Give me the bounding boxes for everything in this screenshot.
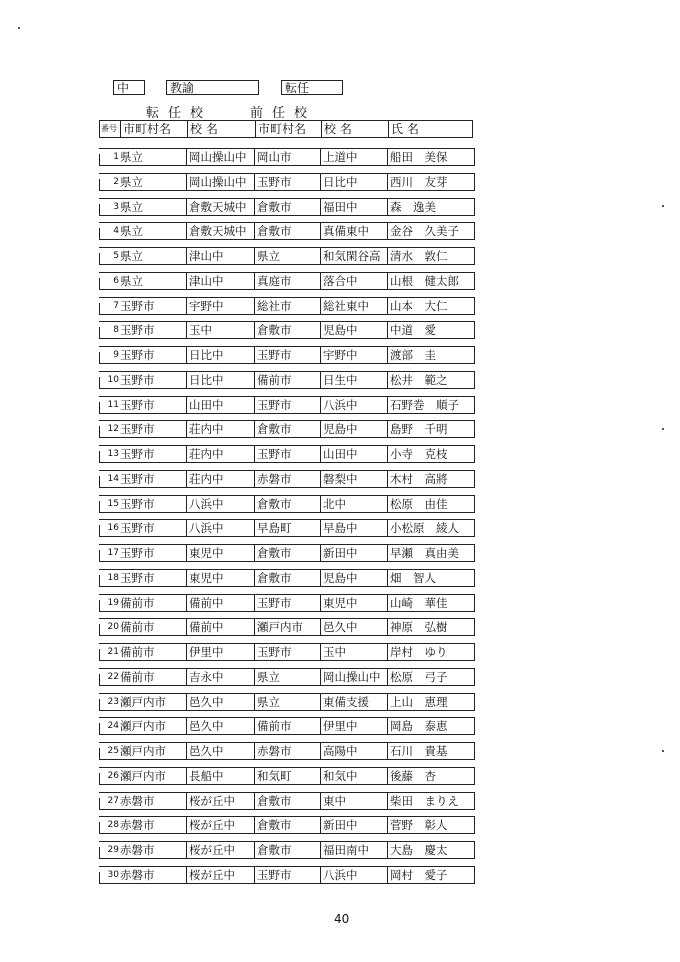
table-row — [99, 371, 475, 389]
cell-no: 25 — [107, 746, 119, 756]
cell-city: 玉野市 — [120, 521, 155, 536]
cell-name: 畑 智人 — [387, 570, 476, 587]
cell-name: 山本 大仁 — [387, 298, 476, 315]
cell-no: 2 — [113, 176, 119, 187]
cell-city: 瀬戸内市 — [120, 768, 166, 783]
cell-city: 備前市 — [120, 620, 155, 635]
cell-no: 12 — [107, 424, 119, 435]
cell-prev-city: 早島町 — [254, 520, 323, 537]
cell-city: 赤磐市 — [120, 843, 155, 857]
table-row — [99, 643, 475, 661]
cell-school: 荘内中 — [186, 471, 257, 488]
table-row — [99, 742, 475, 760]
table-row — [99, 792, 475, 810]
table-row — [99, 717, 475, 735]
cell-school: 東児中 — [186, 570, 257, 587]
header-no: 番号 — [101, 124, 117, 133]
cell-name: 松井 範之 — [387, 372, 476, 389]
cell-name: 柴田 まりえ — [387, 793, 476, 810]
cell-school: 東児中 — [186, 545, 257, 562]
cell-city: 玉野市 — [120, 323, 155, 338]
cell-city: 玉野市 — [120, 546, 155, 560]
cell-school: 日比中 — [186, 372, 257, 389]
cell-prev-city: 真庭市 — [254, 273, 323, 290]
cell-school: 倉敷天城中 — [186, 223, 257, 240]
cell-city: 県立 — [120, 224, 143, 239]
cell-city: 瀬戸内市 — [120, 694, 166, 709]
cell-name: 山根 健太郎 — [387, 273, 476, 290]
cell-city: 赤磐市 — [120, 793, 155, 808]
cell-prev-school: 北中 — [320, 496, 390, 513]
level-label: 中 — [113, 80, 145, 95]
cell-prev-school: 東児中 — [320, 595, 390, 612]
table-row — [99, 272, 475, 290]
cell-no: 18 — [107, 572, 119, 583]
cell-school: 桜が丘中 — [186, 793, 257, 810]
scan-speck — [18, 27, 20, 29]
cell-prev-school: 落合中 — [320, 273, 390, 290]
cell-city: 備前市 — [120, 669, 155, 684]
cell-no: 4 — [113, 226, 119, 237]
cell-school: 荘内中 — [186, 446, 257, 463]
cell-no: 15 — [107, 498, 119, 509]
cell-prev-school: 邑久中 — [320, 619, 390, 636]
cell-prev-city: 総社市 — [254, 298, 323, 315]
cell-no: 28 — [107, 820, 119, 831]
cell-city: 県立 — [120, 249, 143, 263]
page-number: 40 — [334, 912, 350, 926]
header-prev-school: 校 名 — [321, 121, 387, 137]
cell-school: 八浜中 — [186, 520, 257, 537]
cell-prev-city: 赤磐市 — [254, 471, 323, 488]
table-row — [99, 148, 475, 166]
cell-prev-city: 備前市 — [254, 372, 323, 389]
cell-no: 27 — [107, 795, 119, 806]
table-row — [99, 866, 475, 884]
cell-name: 木村 高將 — [387, 471, 476, 488]
cell-school: 津山中 — [186, 248, 257, 265]
cell-prev-city: 玉野市 — [254, 867, 323, 884]
table-row — [99, 470, 475, 488]
cell-prev-city: 岡山市 — [254, 149, 323, 166]
cell-city: 赤磐市 — [120, 818, 155, 833]
cell-city: 玉野市 — [120, 348, 155, 362]
cell-prev-school: 上道中 — [320, 149, 390, 166]
cell-prev-city: 瀬戸内市 — [254, 619, 323, 636]
cell-name: 石野巻 順子 — [387, 397, 476, 414]
cell-prev-school: 真備東中 — [320, 223, 390, 240]
cell-no: 5 — [113, 251, 119, 261]
cell-name: 清水 敦仁 — [387, 248, 476, 265]
cell-school: 倉敷天城中 — [186, 199, 257, 216]
cell-school: 津山中 — [186, 273, 257, 290]
cell-city: 玉野市 — [120, 471, 155, 486]
cell-prev-city: 倉敷市 — [254, 545, 323, 562]
table-row — [99, 569, 475, 587]
cell-prev-school: 和気閑谷高 — [320, 248, 390, 265]
cell-city: 備前市 — [120, 595, 155, 610]
cell-school: 八浜中 — [186, 496, 257, 513]
table-row — [99, 594, 475, 612]
cell-school: 備前中 — [186, 595, 257, 612]
cell-name: 岡島 泰恵 — [387, 718, 476, 735]
table-row — [99, 767, 475, 785]
cell-prev-city: 玉野市 — [254, 644, 323, 661]
cell-prev-school: 岡山操山中 — [320, 669, 390, 686]
cell-name: 島野 千明 — [387, 421, 476, 438]
cell-school: 岡山操山中 — [186, 174, 257, 191]
cell-no: 20 — [107, 622, 119, 633]
cell-no: 1 — [113, 152, 119, 162]
cell-prev-city: 倉敷市 — [254, 322, 323, 339]
cell-school: 宇野中 — [186, 298, 257, 315]
cell-no: 8 — [113, 325, 119, 336]
cell-prev-school: 東備支援 — [320, 694, 390, 711]
cell-prev-city: 倉敷市 — [254, 842, 323, 859]
cell-city: 瀬戸内市 — [120, 744, 166, 758]
cell-name: 岡村 愛子 — [387, 867, 476, 884]
cell-city: 県立 — [120, 150, 143, 164]
new-school-heading: 転任校 — [146, 106, 213, 121]
cell-name: 早瀬 真由美 — [387, 545, 476, 562]
cell-city: 県立 — [120, 199, 143, 214]
cell-prev-school: 日比中 — [320, 174, 390, 191]
table-row — [99, 346, 475, 364]
cell-city: 玉野市 — [120, 422, 155, 437]
cell-no: 9 — [113, 350, 119, 360]
cell-name: 岸村 ゆり — [387, 644, 476, 661]
cell-prev-city: 県立 — [254, 248, 323, 265]
cell-prev-school: 玉中 — [320, 644, 390, 661]
cell-no: 10 — [107, 374, 119, 385]
cell-school: 荘内中 — [186, 421, 257, 438]
cell-name: 松原 弓子 — [387, 669, 476, 686]
table-row — [99, 668, 475, 686]
cell-no: 21 — [107, 647, 119, 657]
cell-name: 松原 由佳 — [387, 496, 476, 513]
cell-no: 16 — [107, 523, 119, 534]
cell-city: 備前市 — [120, 645, 155, 659]
cell-school: 伊里中 — [186, 644, 257, 661]
cell-prev-city: 倉敷市 — [254, 817, 323, 834]
table-row — [99, 396, 475, 414]
cell-no: 7 — [113, 300, 119, 311]
cell-school: 岡山操山中 — [186, 149, 257, 166]
cell-school: 邑久中 — [186, 718, 257, 735]
cell-city: 赤磐市 — [120, 867, 155, 882]
table-row — [99, 173, 475, 191]
cell-prev-school: 福田中 — [320, 199, 390, 216]
cell-no: 14 — [107, 473, 119, 484]
cell-prev-school: 伊里中 — [320, 718, 390, 735]
cell-city: 瀬戸内市 — [120, 719, 166, 734]
cell-prev-city: 倉敷市 — [254, 570, 323, 587]
cell-prev-city: 玉野市 — [254, 397, 323, 414]
cell-prev-school: 磐梨中 — [320, 471, 390, 488]
cell-prev-city: 赤磐市 — [254, 743, 323, 760]
prev-school-heading: 前任校 — [250, 106, 317, 121]
scan-speck — [662, 205, 664, 207]
cell-name: 中道 愛 — [387, 322, 476, 339]
cell-name: 上山 恵理 — [387, 694, 476, 711]
cell-prev-school: 児島中 — [320, 421, 390, 438]
cell-prev-school: 宇野中 — [320, 347, 390, 364]
cell-no: 29 — [107, 845, 119, 855]
header-city: 市町村名 — [120, 121, 185, 137]
cell-name: 渡部 圭 — [387, 347, 476, 364]
cell-school: 玉中 — [186, 322, 257, 339]
scan-speck — [662, 750, 664, 752]
cell-no: 3 — [113, 201, 119, 212]
cell-school: 桜が丘中 — [186, 842, 257, 859]
cell-name: 大島 慶太 — [387, 842, 476, 859]
cell-name: 神原 弘樹 — [387, 619, 476, 636]
cell-prev-city: 玉野市 — [254, 446, 323, 463]
cell-prev-city: 倉敷市 — [254, 223, 323, 240]
table-row — [99, 321, 475, 339]
cell-no: 17 — [107, 548, 119, 558]
cell-prev-school: 八浜中 — [320, 397, 390, 414]
position-label: 教諭 — [166, 80, 259, 95]
cell-prev-school: 高陽中 — [320, 743, 390, 760]
cell-prev-school: 総社東中 — [320, 298, 390, 315]
cell-name: 船田 美保 — [387, 149, 476, 166]
table-row — [99, 222, 475, 240]
cell-city: 玉野市 — [120, 447, 155, 461]
cell-prev-city: 玉野市 — [254, 595, 323, 612]
cell-city: 玉野市 — [120, 397, 155, 412]
cell-prev-city: 倉敷市 — [254, 199, 323, 216]
cell-prev-school: 和気中 — [320, 768, 390, 785]
cell-prev-school: 児島中 — [320, 570, 390, 587]
cell-prev-school: 山田中 — [320, 446, 390, 463]
cell-prev-city: 玉野市 — [254, 174, 323, 191]
table-row — [99, 198, 475, 216]
cell-no: 24 — [107, 721, 119, 732]
cell-no: 6 — [113, 275, 119, 286]
table-row — [99, 816, 475, 834]
cell-no: 26 — [107, 770, 119, 781]
table-row — [99, 495, 475, 513]
table-row — [99, 297, 475, 315]
cell-prev-school: 福田南中 — [320, 842, 390, 859]
table-row — [99, 544, 475, 562]
cell-no: 23 — [107, 696, 119, 707]
cell-name: 森 逸美 — [387, 199, 476, 216]
cell-prev-school: 八浜中 — [320, 867, 390, 884]
cell-name: 西川 友芽 — [387, 174, 476, 191]
header-school: 校 名 — [187, 121, 254, 137]
table-row — [99, 693, 475, 711]
table-row — [99, 420, 475, 438]
cell-school: 山田中 — [186, 397, 257, 414]
cell-school: 吉永中 — [186, 669, 257, 686]
cell-prev-school: 児島中 — [320, 322, 390, 339]
cell-name: 菅野 彰人 — [387, 817, 476, 834]
cell-prev-school: 早島中 — [320, 520, 390, 537]
cell-school: 備前中 — [186, 619, 257, 636]
cell-school: 長船中 — [186, 768, 257, 785]
cell-prev-city: 倉敷市 — [254, 421, 323, 438]
cell-prev-school: 東中 — [320, 793, 390, 810]
cell-city: 玉野市 — [120, 372, 155, 387]
table-row — [99, 618, 475, 636]
cell-prev-school: 日生中 — [320, 372, 390, 389]
cell-school: 桜が丘中 — [186, 867, 257, 884]
cell-prev-city: 県立 — [254, 669, 323, 686]
cell-prev-city: 倉敷市 — [254, 793, 323, 810]
cell-prev-school: 新田中 — [320, 545, 390, 562]
table-row — [99, 247, 475, 265]
header-name: 氏 名 — [388, 121, 473, 137]
cell-no: 11 — [107, 399, 119, 410]
cell-prev-school: 新田中 — [320, 817, 390, 834]
table-row — [99, 445, 475, 463]
cell-city: 玉野市 — [120, 496, 155, 511]
transfer-type-label: 転任 — [281, 80, 343, 95]
header-prev-city: 市町村名 — [255, 121, 320, 137]
scan-speck — [662, 428, 664, 430]
cell-name: 金谷 久美子 — [387, 223, 476, 240]
cell-prev-city: 和気町 — [254, 768, 323, 785]
cell-prev-city: 倉敷市 — [254, 496, 323, 513]
table-row — [99, 841, 475, 859]
table-row — [99, 519, 475, 537]
cell-school: 日比中 — [186, 347, 257, 364]
cell-city: 玉野市 — [120, 298, 155, 313]
cell-school: 桜が丘中 — [186, 817, 257, 834]
cell-city: 県立 — [120, 174, 143, 189]
cell-name: 山崎 華佳 — [387, 595, 476, 612]
cell-school: 邑久中 — [186, 694, 257, 711]
cell-prev-city: 県立 — [254, 694, 323, 711]
cell-no: 13 — [107, 449, 119, 459]
cell-prev-city: 備前市 — [254, 718, 323, 735]
cell-no: 22 — [107, 671, 119, 682]
cell-name: 石川 貴基 — [387, 743, 476, 760]
cell-name: 小松原 綾人 — [387, 520, 476, 537]
cell-name: 小寺 克枝 — [387, 446, 476, 463]
cell-school: 邑久中 — [186, 743, 257, 760]
cell-city: 玉野市 — [120, 570, 155, 585]
table-header — [99, 120, 473, 138]
cell-no: 30 — [107, 869, 119, 880]
cell-prev-city: 玉野市 — [254, 347, 323, 364]
cell-name: 後藤 杏 — [387, 768, 476, 785]
cell-no: 19 — [107, 597, 119, 608]
cell-city: 県立 — [120, 273, 143, 288]
